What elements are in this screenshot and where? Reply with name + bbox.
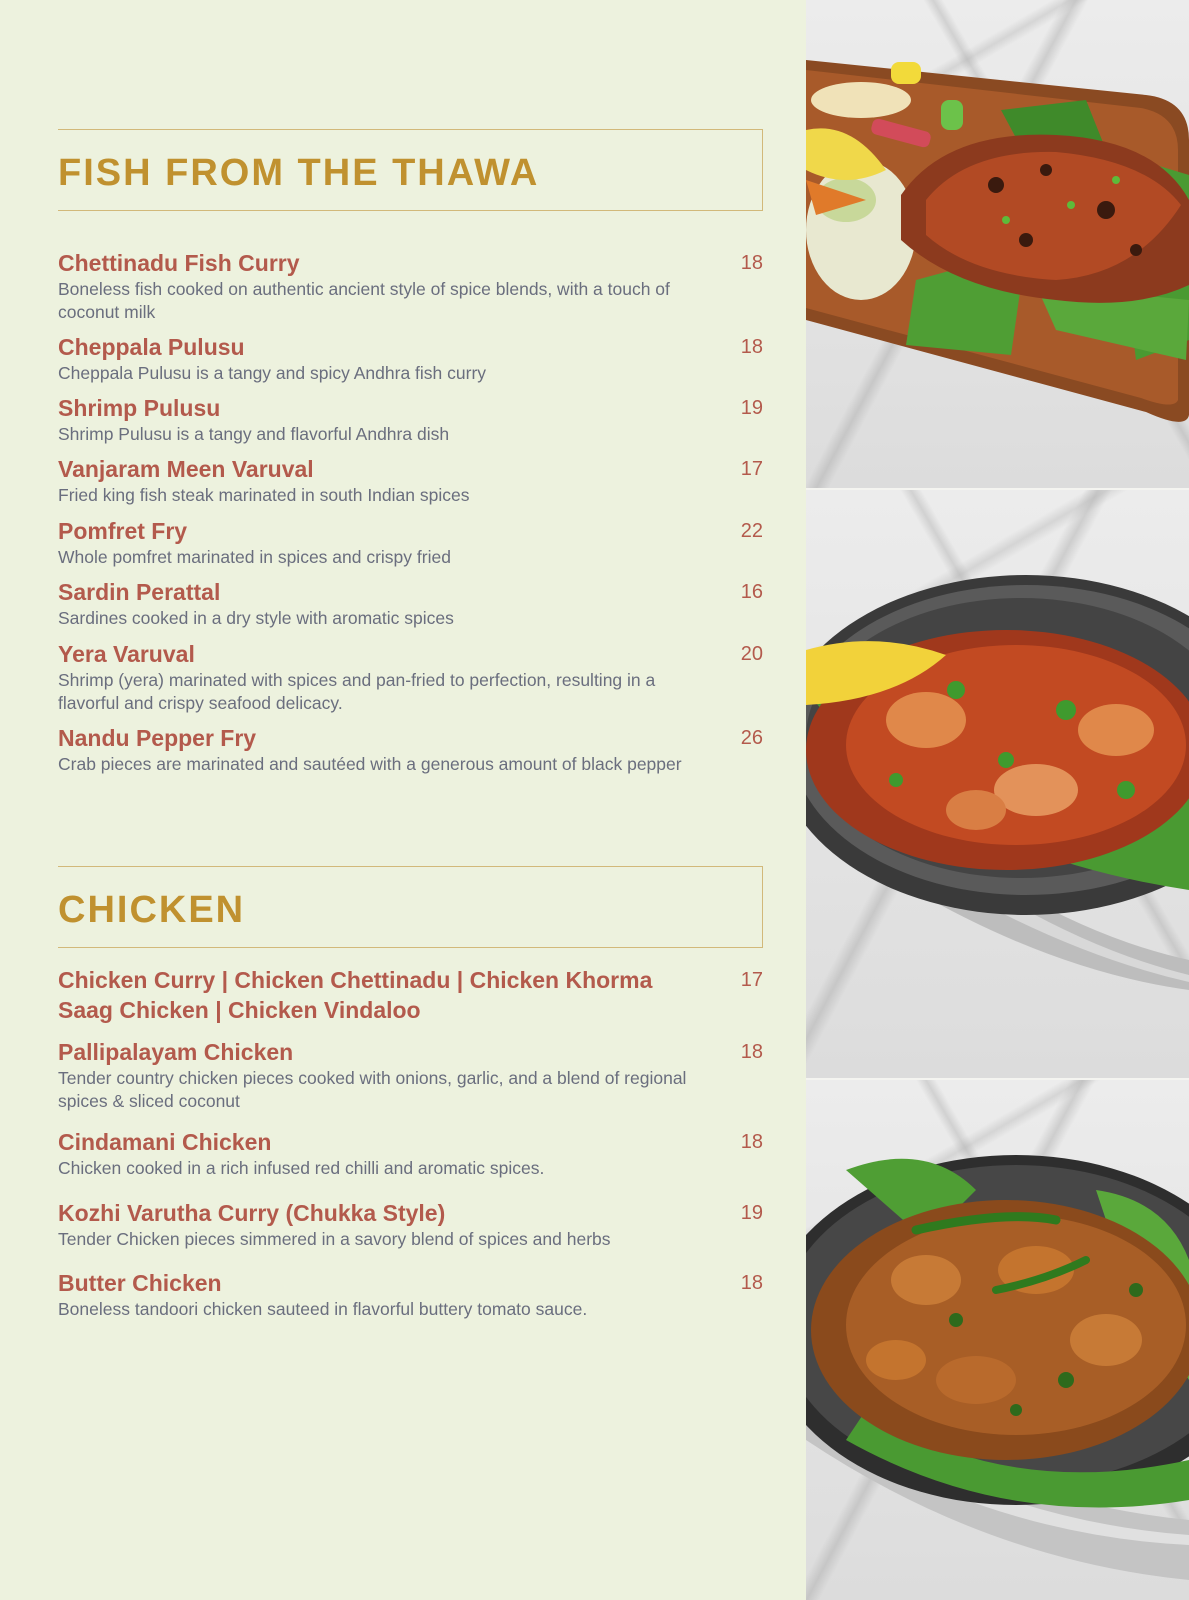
item-price: 18	[740, 1041, 763, 1063]
item-description: Chicken cooked in a rich infused red chilli and aromatic spices.	[58, 1158, 545, 1178]
item-name: Kozhi Varutha Curry (Chukka Style)	[58, 1200, 446, 1226]
item-name: Sardin Perattal	[58, 579, 221, 605]
item-price: 22	[740, 520, 763, 542]
item-description: Cheppala Pulusu is a tangy and spicy Andhra fish curry	[58, 363, 487, 383]
menu-item	[58, 639, 763, 715]
item-name: Chicken Curry | Chicken Chettinadu | Chicken Khorma Saag Chicken | Chicken Vindaloo	[58, 967, 653, 1023]
menu-item	[58, 1037, 763, 1113]
item-name: Shrimp Pulusu	[58, 395, 221, 421]
menu-item	[58, 1127, 763, 1180]
section-header-chicken	[58, 866, 763, 948]
chicken-dry-fry-sizzler-photo	[806, 1080, 1189, 1600]
item-name: Cheppala Pulusu	[58, 334, 245, 360]
item-description: Fried king fish steak marinated in south Indian spices	[58, 485, 470, 505]
item-price: 20	[740, 643, 763, 665]
item-description: Tender country chicken pieces cooked with onions, garlic, and a blend of regional spices & sliced coconut	[58, 1068, 687, 1111]
section-header-fish	[58, 129, 763, 211]
menu-item	[58, 516, 763, 569]
item-description: Boneless tandoori chicken sauteed in flavorful buttery tomato sauce.	[58, 1299, 588, 1319]
item-description: Boneless fish cooked on authentic ancient style of spice blends, with a touch of coconut milk	[58, 279, 670, 322]
item-price: 19	[740, 397, 763, 419]
item-description: Shrimp (yera) marinated with spices and pan-fried to perfection, resulting in a flavorful and crispy seafood delicacy.	[58, 670, 656, 713]
item-price: 18	[740, 1272, 763, 1294]
section-title-chicken: CHICKEN	[58, 889, 246, 931]
menu-item	[58, 393, 763, 446]
item-price: 18	[740, 336, 763, 358]
item-description: Whole pomfret marinated in spices and crispy fried	[58, 547, 451, 567]
menu-item	[58, 577, 763, 630]
menu-item	[58, 965, 763, 1025]
item-name: Butter Chicken	[58, 1270, 222, 1296]
menu-item	[58, 1268, 763, 1321]
item-name: Cindamani Chicken	[58, 1129, 272, 1155]
item-price: 19	[740, 1202, 763, 1224]
item-name: Yera Varuval	[58, 641, 195, 667]
section-title-fish: FISH FROM THE THAWA	[58, 152, 540, 194]
fried-fish-platter-photo	[806, 0, 1189, 488]
item-price: 26	[740, 727, 763, 749]
item-price: 18	[740, 252, 763, 274]
photo-column	[806, 0, 1189, 1600]
item-description: Sardines cooked in a dry style with aromatic spices	[58, 608, 454, 628]
menu-item	[58, 723, 763, 776]
item-price: 18	[740, 1131, 763, 1153]
menu-item	[58, 454, 763, 507]
item-name: Nandu Pepper Fry	[58, 725, 257, 751]
item-name: Vanjaram Meen Varuval	[58, 456, 314, 482]
menu-item	[58, 332, 763, 385]
item-description: Shrimp Pulusu is a tangy and flavorful Andhra dish	[58, 424, 450, 444]
item-name: Pomfret Fry	[58, 518, 188, 544]
item-price: 17	[740, 458, 763, 480]
shrimp-curry-sizzler-photo	[806, 490, 1189, 1078]
item-price: 16	[740, 581, 763, 603]
item-price: 17	[740, 969, 763, 991]
item-name: Chettinadu Fish Curry	[58, 250, 300, 276]
menu-column	[58, 0, 763, 1600]
item-name: Pallipalayam Chicken	[58, 1039, 294, 1065]
menu-item	[58, 248, 763, 324]
item-description: Crab pieces are marinated and sautéed with a generous amount of black pepper	[58, 754, 682, 774]
item-description: Tender Chicken pieces simmered in a savory blend of spices and herbs	[58, 1229, 611, 1249]
menu-item	[58, 1198, 763, 1251]
